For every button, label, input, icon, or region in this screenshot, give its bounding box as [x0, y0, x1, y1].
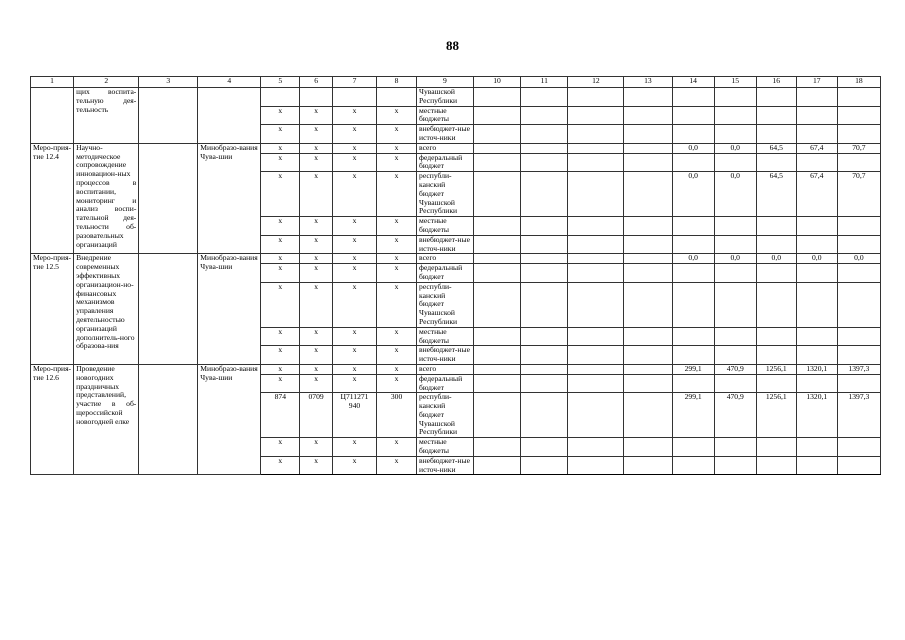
empty-cell — [624, 456, 672, 475]
amount-cell — [672, 217, 714, 236]
empty-cell — [473, 125, 520, 144]
budget-code: х — [377, 254, 417, 264]
table-row — [31, 143, 881, 153]
column-header: 15 — [714, 77, 756, 88]
amount-cell: 470,9 — [714, 364, 756, 374]
amount-cell: 64,5 — [756, 143, 796, 153]
amount-cell — [756, 217, 796, 236]
empty-cell — [624, 393, 672, 438]
budget-code: х — [332, 254, 376, 264]
budget-code — [377, 88, 417, 107]
budget-code: х — [300, 364, 333, 374]
budget-code: х — [261, 456, 300, 475]
empty-cell — [139, 143, 198, 254]
funding-source: Чувашской Республики — [417, 88, 474, 107]
budget-code: х — [377, 282, 417, 327]
budget-code: х — [300, 172, 333, 217]
empty-cell — [568, 217, 624, 236]
amount-cell — [796, 264, 837, 283]
budget-code: х — [332, 456, 376, 475]
measure-name: Научно-методическое сопровождение инновацион-ных процессов в воспитании, мониторинг и анализ воспи-тательной дея-тельности об-разовательных организаций — [74, 143, 139, 254]
empty-cell — [521, 153, 568, 172]
empty-cell — [521, 88, 568, 107]
executor: Минобразо-вания Чува-шии — [198, 364, 261, 475]
empty-cell — [521, 346, 568, 365]
budget-code: х — [377, 153, 417, 172]
funding-source: внебюджет-ные источ-ники — [417, 346, 474, 365]
empty-cell — [521, 264, 568, 283]
amount-cell — [756, 153, 796, 172]
budget-code: х — [332, 106, 376, 125]
amount-cell — [756, 374, 796, 393]
empty-cell — [568, 254, 624, 264]
amount-cell — [714, 374, 756, 393]
empty-cell — [624, 264, 672, 283]
funding-source: республи-канский бюджет Чувашской Республики — [417, 172, 474, 217]
empty-cell — [624, 346, 672, 365]
budget-code: х — [377, 438, 417, 457]
column-header: 13 — [624, 77, 672, 88]
column-header: 1 — [31, 77, 74, 88]
budget-code: х — [332, 217, 376, 236]
budget-code: х — [332, 374, 376, 393]
column-header: 5 — [261, 77, 300, 88]
amount-cell — [796, 456, 837, 475]
amount-cell — [714, 106, 756, 125]
amount-cell — [714, 217, 756, 236]
amount-cell — [796, 438, 837, 457]
empty-cell — [568, 456, 624, 475]
amount-cell — [672, 456, 714, 475]
empty-cell — [568, 143, 624, 153]
empty-cell — [521, 438, 568, 457]
amount-cell — [837, 282, 880, 327]
amount-cell: 0,0 — [672, 172, 714, 217]
empty-cell — [568, 346, 624, 365]
empty-cell — [139, 88, 198, 144]
budget-code: х — [261, 327, 300, 346]
budget-code: х — [300, 235, 333, 254]
empty-cell — [521, 254, 568, 264]
empty-cell — [521, 143, 568, 153]
empty-cell — [473, 282, 520, 327]
amount-cell — [714, 153, 756, 172]
amount-cell — [796, 125, 837, 144]
empty-cell — [568, 364, 624, 374]
empty-cell — [624, 88, 672, 107]
measure-id — [31, 88, 74, 144]
amount-cell — [756, 125, 796, 144]
empty-cell — [473, 254, 520, 264]
empty-cell — [624, 374, 672, 393]
budget-code: х — [332, 327, 376, 346]
budget-code: х — [261, 438, 300, 457]
column-header: 11 — [521, 77, 568, 88]
amount-cell — [837, 264, 880, 283]
budget-code: х — [300, 438, 333, 457]
column-header: 4 — [198, 77, 261, 88]
empty-cell — [568, 88, 624, 107]
empty-cell — [568, 282, 624, 327]
funding-source: республи-канский бюджет Чувашской Республики — [417, 393, 474, 438]
budget-table — [30, 76, 881, 475]
empty-cell — [624, 327, 672, 346]
empty-cell — [624, 172, 672, 217]
measure-id: Меро-прия-тие 12.5 — [31, 254, 74, 365]
column-header: 16 — [756, 77, 796, 88]
column-header: 14 — [672, 77, 714, 88]
amount-cell: 0,0 — [756, 254, 796, 264]
budget-code: х — [300, 106, 333, 125]
amount-cell — [714, 327, 756, 346]
empty-cell — [473, 264, 520, 283]
budget-code: х — [377, 217, 417, 236]
empty-cell — [568, 438, 624, 457]
empty-cell — [624, 217, 672, 236]
amount-cell: 1397,3 — [837, 393, 880, 438]
budget-code: х — [332, 346, 376, 365]
header-row — [31, 77, 881, 88]
amount-cell — [756, 106, 796, 125]
budget-code: х — [332, 172, 376, 217]
amount-cell — [672, 346, 714, 365]
amount-cell: 67,4 — [796, 172, 837, 217]
empty-cell — [624, 254, 672, 264]
empty-cell — [568, 106, 624, 125]
amount-cell — [837, 374, 880, 393]
empty-cell — [521, 374, 568, 393]
amount-cell — [672, 235, 714, 254]
budget-code: х — [300, 254, 333, 264]
column-header: 7 — [332, 77, 376, 88]
amount-cell — [796, 235, 837, 254]
measure-name: Проведение новогодних праздничных представлений, участие в об-щероссийской новогодней елке — [74, 364, 139, 475]
amount-cell — [672, 327, 714, 346]
budget-code: х — [377, 125, 417, 144]
funding-source: всего — [417, 254, 474, 264]
amount-cell — [756, 327, 796, 346]
empty-cell — [521, 364, 568, 374]
empty-cell — [624, 282, 672, 327]
amount-cell: 299,1 — [672, 393, 714, 438]
executor: Минобразо-вания Чува-шии — [198, 143, 261, 254]
column-header: 12 — [568, 77, 624, 88]
empty-cell — [521, 393, 568, 438]
amount-cell — [837, 438, 880, 457]
amount-cell — [837, 153, 880, 172]
amount-cell — [672, 106, 714, 125]
amount-cell — [756, 235, 796, 254]
measure-id: Меро-прия-тие 12.4 — [31, 143, 74, 254]
funding-source: федеральный бюджет — [417, 264, 474, 283]
amount-cell: 70,7 — [837, 172, 880, 217]
empty-cell — [521, 456, 568, 475]
empty-cell — [624, 438, 672, 457]
amount-cell — [837, 125, 880, 144]
funding-source: внебюджет-ные источ-ники — [417, 125, 474, 144]
empty-cell — [473, 153, 520, 172]
funding-source: федеральный бюджет — [417, 374, 474, 393]
amount-cell — [796, 327, 837, 346]
budget-code: х — [377, 264, 417, 283]
amount-cell: 1320,1 — [796, 364, 837, 374]
measure-name: Внедрение современных эффективных организацион-но-финансовых механизмов управления деятельностью организаций дополнитель-ного образова-ния — [74, 254, 139, 365]
column-header: 17 — [796, 77, 837, 88]
amount-cell: 1256,1 — [756, 364, 796, 374]
funding-source: всего — [417, 143, 474, 153]
amount-cell — [796, 153, 837, 172]
budget-code: х — [300, 125, 333, 144]
amount-cell — [714, 88, 756, 107]
amount-cell: 0,0 — [796, 254, 837, 264]
amount-cell — [796, 374, 837, 393]
amount-cell — [714, 282, 756, 327]
empty-cell — [473, 217, 520, 236]
amount-cell — [796, 346, 837, 365]
budget-code: х — [377, 106, 417, 125]
empty-cell — [473, 456, 520, 475]
empty-cell — [624, 235, 672, 254]
amount-cell — [672, 438, 714, 457]
budget-code: х — [377, 172, 417, 217]
budget-code: х — [261, 254, 300, 264]
amount-cell: 0,0 — [672, 143, 714, 153]
amount-cell — [756, 88, 796, 107]
empty-cell — [568, 172, 624, 217]
amount-cell — [756, 456, 796, 475]
amount-cell — [672, 88, 714, 107]
amount-cell: 299,1 — [672, 364, 714, 374]
budget-code: х — [332, 153, 376, 172]
budget-code: х — [377, 364, 417, 374]
budget-code: х — [332, 125, 376, 144]
budget-code — [332, 88, 376, 107]
amount-cell: 0,0 — [714, 172, 756, 217]
budget-code: х — [377, 346, 417, 365]
budget-code: х — [261, 153, 300, 172]
budget-code: 0709 — [300, 393, 333, 438]
table-row — [31, 364, 881, 374]
budget-code — [300, 88, 333, 107]
empty-cell — [473, 346, 520, 365]
budget-code: х — [332, 438, 376, 457]
budget-code: 300 — [377, 393, 417, 438]
amount-cell — [756, 438, 796, 457]
empty-cell — [473, 438, 520, 457]
funding-source: местные бюджеты — [417, 438, 474, 457]
amount-cell: 0,0 — [837, 254, 880, 264]
empty-cell — [624, 106, 672, 125]
amount-cell — [672, 125, 714, 144]
empty-cell — [473, 235, 520, 254]
amount-cell — [837, 235, 880, 254]
empty-cell — [624, 364, 672, 374]
empty-cell — [473, 143, 520, 153]
budget-code: Ц711271 940 — [332, 393, 376, 438]
amount-cell — [714, 438, 756, 457]
budget-code: х — [300, 346, 333, 365]
page-number: 88 — [446, 38, 459, 53]
empty-cell — [624, 125, 672, 144]
column-header: 6 — [300, 77, 333, 88]
funding-source: федеральный бюджет — [417, 153, 474, 172]
funding-source: всего — [417, 364, 474, 374]
measure-id: Меро-прия-тие 12.6 — [31, 364, 74, 475]
amount-cell — [796, 217, 837, 236]
empty-cell — [568, 264, 624, 283]
budget-code: х — [261, 125, 300, 144]
budget-code: х — [377, 143, 417, 153]
amount-cell — [837, 88, 880, 107]
amount-cell: 1320,1 — [796, 393, 837, 438]
amount-cell — [837, 456, 880, 475]
column-header: 8 — [377, 77, 417, 88]
amount-cell — [756, 282, 796, 327]
executor — [198, 88, 261, 144]
amount-cell — [796, 282, 837, 327]
empty-cell — [521, 327, 568, 346]
amount-cell — [672, 264, 714, 283]
amount-cell — [714, 456, 756, 475]
empty-cell — [473, 106, 520, 125]
empty-cell — [521, 106, 568, 125]
amount-cell: 0,0 — [714, 143, 756, 153]
budget-code: х — [261, 346, 300, 365]
amount-cell: 1256,1 — [756, 393, 796, 438]
budget-code: х — [261, 374, 300, 393]
budget-code: х — [332, 235, 376, 254]
empty-cell — [473, 374, 520, 393]
table-row — [31, 254, 881, 264]
budget-code: х — [377, 456, 417, 475]
empty-cell — [139, 254, 198, 365]
amount-cell: 0,0 — [714, 254, 756, 264]
amount-cell — [756, 264, 796, 283]
empty-cell — [568, 393, 624, 438]
column-header: 9 — [417, 77, 474, 88]
amount-cell — [837, 106, 880, 125]
column-header: 2 — [74, 77, 139, 88]
budget-code: х — [300, 456, 333, 475]
budget-code: х — [261, 235, 300, 254]
budget-code: х — [300, 217, 333, 236]
budget-code: х — [332, 264, 376, 283]
funding-source: местные бюджеты — [417, 217, 474, 236]
funding-source: республи-канский бюджет Чувашской Республики — [417, 282, 474, 327]
empty-cell — [473, 88, 520, 107]
amount-cell: 64,5 — [756, 172, 796, 217]
empty-cell — [473, 327, 520, 346]
column-header: 18 — [837, 77, 880, 88]
budget-code: х — [300, 374, 333, 393]
empty-cell — [568, 327, 624, 346]
empty-cell — [521, 125, 568, 144]
amount-cell — [714, 264, 756, 283]
amount-cell — [714, 125, 756, 144]
budget-code: х — [300, 143, 333, 153]
amount-cell: 0,0 — [672, 254, 714, 264]
empty-cell — [473, 364, 520, 374]
empty-cell — [521, 172, 568, 217]
budget-code: х — [300, 153, 333, 172]
amount-cell: 1397,3 — [837, 364, 880, 374]
budget-code: х — [261, 282, 300, 327]
empty-cell — [624, 153, 672, 172]
budget-code: х — [377, 235, 417, 254]
empty-cell — [521, 217, 568, 236]
amount-cell: 70,7 — [837, 143, 880, 153]
funding-source: местные бюджеты — [417, 106, 474, 125]
budget-code: 874 — [261, 393, 300, 438]
budget-code: х — [377, 374, 417, 393]
budget-code: х — [261, 143, 300, 153]
amount-cell — [837, 346, 880, 365]
amount-cell — [672, 282, 714, 327]
budget-code: х — [261, 264, 300, 283]
empty-cell — [139, 364, 198, 475]
amount-cell — [796, 88, 837, 107]
budget-code — [261, 88, 300, 107]
budget-code: х — [300, 282, 333, 327]
amount-cell — [714, 346, 756, 365]
funding-source: местные бюджеты — [417, 327, 474, 346]
empty-cell — [568, 153, 624, 172]
empty-cell — [568, 235, 624, 254]
table-row — [31, 88, 881, 107]
budget-code: х — [332, 282, 376, 327]
empty-cell — [473, 172, 520, 217]
column-header: 3 — [139, 77, 198, 88]
budget-code: х — [261, 364, 300, 374]
amount-cell — [714, 235, 756, 254]
budget-code: х — [261, 172, 300, 217]
empty-cell — [624, 143, 672, 153]
budget-code: х — [300, 327, 333, 346]
budget-code: х — [332, 143, 376, 153]
empty-cell — [521, 282, 568, 327]
amount-cell — [672, 374, 714, 393]
amount-cell: 470,9 — [714, 393, 756, 438]
measure-name: щих воспита-тельную дея-тельность — [74, 88, 139, 144]
empty-cell — [521, 235, 568, 254]
empty-cell — [568, 125, 624, 144]
budget-code: х — [332, 364, 376, 374]
budget-code: х — [261, 217, 300, 236]
executor: Минобразо-вания Чува-шии — [198, 254, 261, 365]
amount-cell — [756, 346, 796, 365]
column-header: 10 — [473, 77, 520, 88]
funding-source: внебюджет-ные источ-ники — [417, 456, 474, 475]
budget-code: х — [377, 327, 417, 346]
amount-cell — [672, 153, 714, 172]
amount-cell: 67,4 — [796, 143, 837, 153]
amount-cell — [796, 106, 837, 125]
amount-cell — [837, 327, 880, 346]
budget-code: х — [300, 264, 333, 283]
empty-cell — [568, 374, 624, 393]
budget-code: х — [261, 106, 300, 125]
funding-source: внебюджет-ные источ-ники — [417, 235, 474, 254]
amount-cell — [837, 217, 880, 236]
empty-cell — [473, 393, 520, 438]
